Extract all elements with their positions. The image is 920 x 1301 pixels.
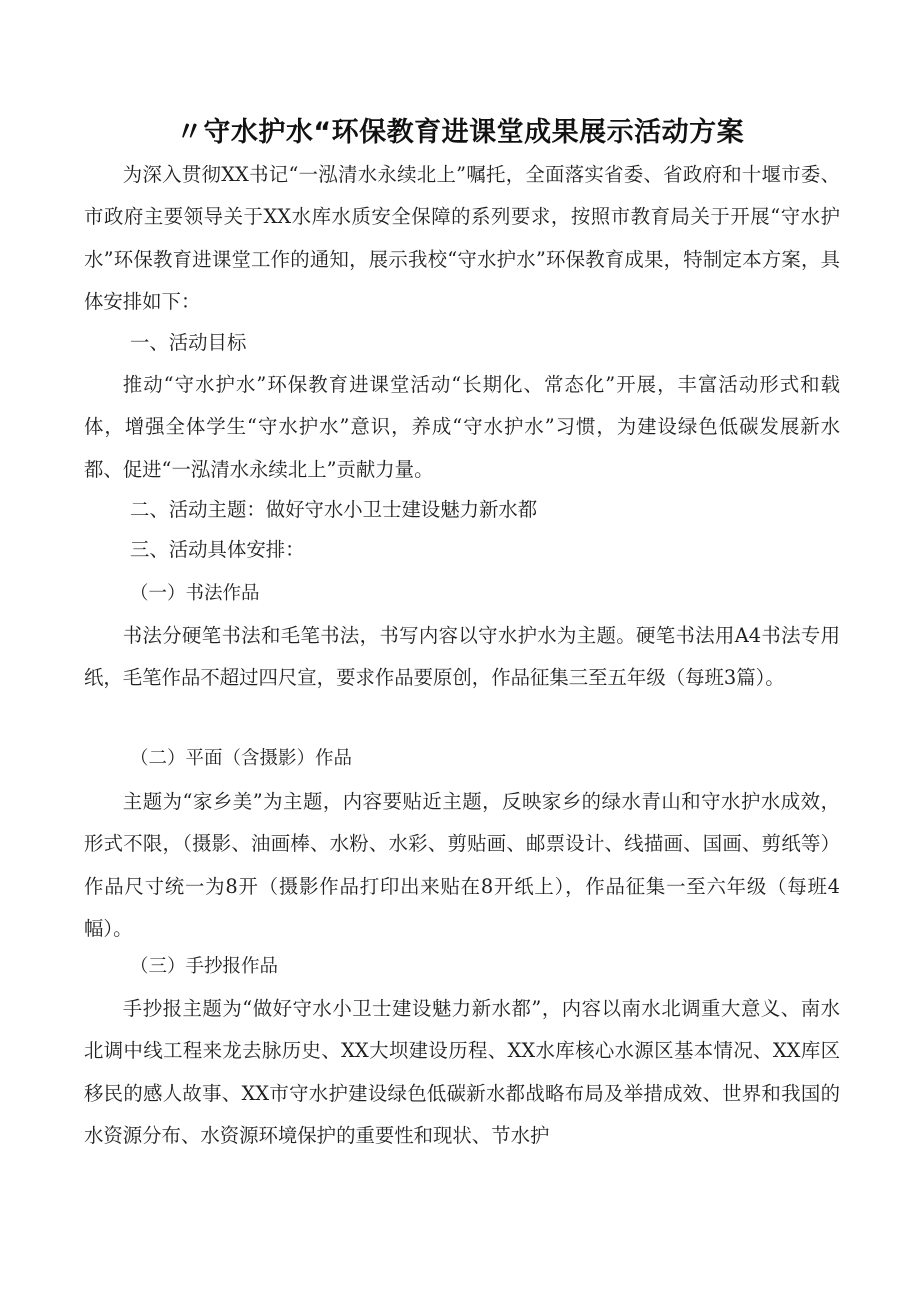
calligraphy-paragraph: 书法分硬笔书法和毛笔书法，书写内容以守水护水为主题。硬笔书法用A4书法专用纸，毛笔作品不超过四尺宣，要求作品要原创，作品征集三至五年级（每班3篇）。 — [84, 624, 840, 690]
subheading-handwritten-newspaper: （三）手抄报作品 — [130, 956, 279, 977]
goals-paragraph: 推动“守水护水”环保教育进课堂活动“长期化、常态化”开展，丰富活动形式和载体，增强全体学生“守水护水”意识，养成“守水护水”习惯，为建设绿色低碳发展新水都、促进“一泓清水永续北上”贡献力量。 — [84, 373, 840, 481]
subheading-calligraphy: （一）书法作品 — [130, 583, 260, 604]
intro-paragraph: 为深入贯彻XX书记“一泓清水永续北上”嘱托，全面落实省委、省政府和十堰市委、市政府主要领导关于XX水库水质安全保障的系列要求，按照市教育局关于开展“守水护水”环保教育进课堂工作的通知，展示我校“守水护水”环保教育成果，特制定本方案，具体安排如下： — [84, 163, 840, 313]
section-heading-theme: 二、活动主题：做好守水小卫士建设魅力新水都 — [130, 498, 538, 521]
graphic-works-paragraph: 主题为“家乡美”为主题，内容要贴近主题，反映家乡的绿水青山和守水护水成效，形式不限，（摄影、油画棒、水粉、水彩、剪贴画、邮票设计、线描画、国画、剪纸等）作品尺寸统一为8开（摄影作品打印出来贴在8开纸上），作品征集一至六年级（每班4幅）。 — [84, 790, 840, 940]
handwritten-newspaper-paragraph: 手抄报主题为“做好守水小卫士建设魅力新水都”，内容以南水北调重大意义、南水北调中线工程来龙去脉历史、XX大坝建设历程、XX水库核心水源区基本情况、XX库区移民的感人故事、XX市守水护建设绿色低碳新水都战略布局及举措成效、世界和我国的水资源分布、水资源环境保护的重要性和现状、节水护 — [84, 997, 840, 1147]
section-heading-arrangement: 三、活动具体安排： — [130, 538, 305, 561]
document-title: 〃守水护水“环保教育进课堂成果展示活动方案 — [175, 117, 745, 148]
section-heading-goals: 一、活动目标 — [130, 331, 247, 354]
subheading-graphic-works: （二）平面（含摄影）作品 — [130, 748, 353, 769]
